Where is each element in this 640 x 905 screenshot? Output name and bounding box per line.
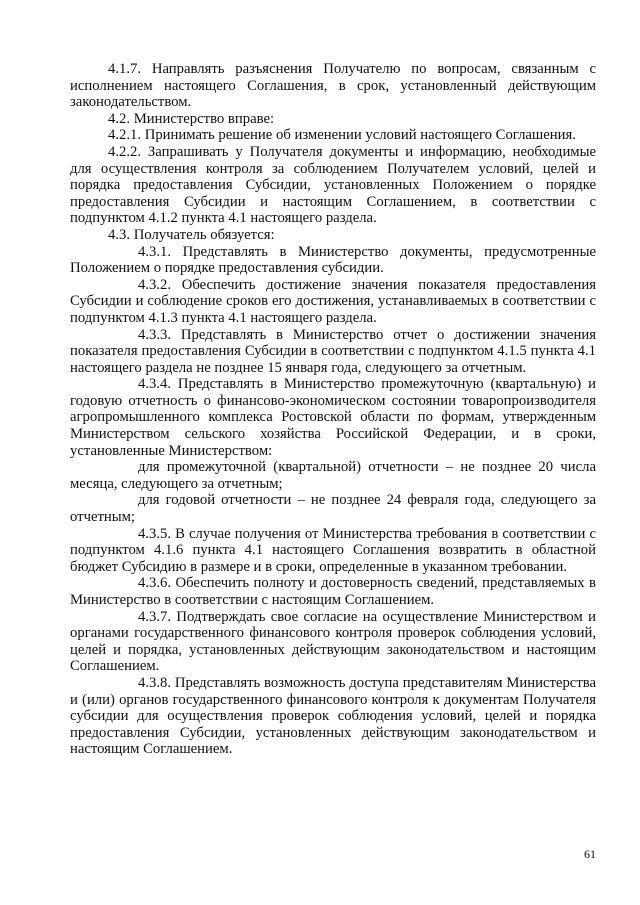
page-number: 61 (584, 847, 596, 861)
paragraph-annual-reporting: для годовой отчетности – не позднее 24 февраля года, следующего за отчетным; (70, 492, 596, 526)
paragraph-4-3-1: 4.3.1. Представлять в Министерство документы, предусмотренные Положением о порядке предоставления субсидии. (70, 243, 596, 277)
paragraph-interim-reporting: для промежуточной (квартальной) отчетности – не позднее 20 числа месяца, следующего за отчетным; (70, 459, 596, 492)
paragraph-4-3-5: 4.3.5. В случае получения от Министерства требования в соответствии с подпунктом 4.1.6 пункта 4.1 настоящего Соглашения возвратить в областной бюджет Субсидию в размере и в сроки, определенные в указанном требовании. (70, 525, 596, 575)
paragraph-4-3-4: 4.3.4. Представлять в Министерство промежуточную (квартальную) и годовую отчетность о финансово-экономическом состоянии товаропроизводителя агропромышленного комплекса Ростовской области по формам, утвержденным Министерством сельского хозяйства Российской Федерации, и в сроки, установленные Министерством: (70, 376, 596, 459)
paragraph-4-3: 4.3. Получатель обязуется: (108, 226, 275, 243)
paragraph-4-3-3: 4.3.3. Представлять в Министерство отчет о достижении значения показателя предоставления Субсидии в соответствии с подпунктом 4.1.5 пункта 4.1 настоящего раздела не позднее 15 января года, следующего за отчетным. (70, 326, 596, 376)
paragraph-4-3-7: 4.3.7. Подтверждать свое согласие на осуществление Министерством и органами государственного финансового контроля проверок соблюдения условий, целей и порядка, установленных действующим законодательством и настоящим Соглашением. (70, 608, 596, 675)
paragraph-4-2-2: 4.2.2. Запрашивать у Получателя документы и информацию, необходимые для осуществления контроля за соблюдением Получателем условий, целей и порядка предоставления Субсидии, установленных Положением о порядке предоставления Субсидии и настоящим Соглашением, в соответствии с подпунктом 4.1.2 пункта 4.1 настоящего раздела. (70, 143, 596, 227)
paragraph-4-3-8: 4.3.8. Представлять возможность доступа представителям Министерства и (или) органов государственного финансового контроля к документам Получателя субсидии для осуществления проверок соблюдения условий, целей и порядка предоставления Субсидии, установленных действующим законодательством и настоящим Соглашением. (70, 674, 596, 758)
paragraph-4-2-1: 4.2.1. Принимать решение об изменении условий настоящего Соглашения. (108, 127, 576, 144)
paragraph-4-3-2: 4.3.2. Обеспечить достижение значения показателя предоставления Субсидии и соблюдение сроков его достижения, устанавливаемых в соответствии с подпунктом 4.1.3 пункта 4.1 настоящего раздела. (70, 276, 596, 326)
paragraph-4-3-6: 4.3.6. Обеспечить полноту и достоверность сведений, представляемых в Министерство в соответствии с настоящим Соглашением. (70, 575, 596, 608)
paragraph-4-2: 4.2. Министерство вправе: (108, 110, 275, 127)
paragraph-4-1-7: 4.1.7. Направлять разъяснения Получателю по вопросам, связанным с исполнением настоящего Соглашения, в срок, установленный действующим законодательством. (70, 61, 596, 111)
document-body (70, 61, 596, 758)
